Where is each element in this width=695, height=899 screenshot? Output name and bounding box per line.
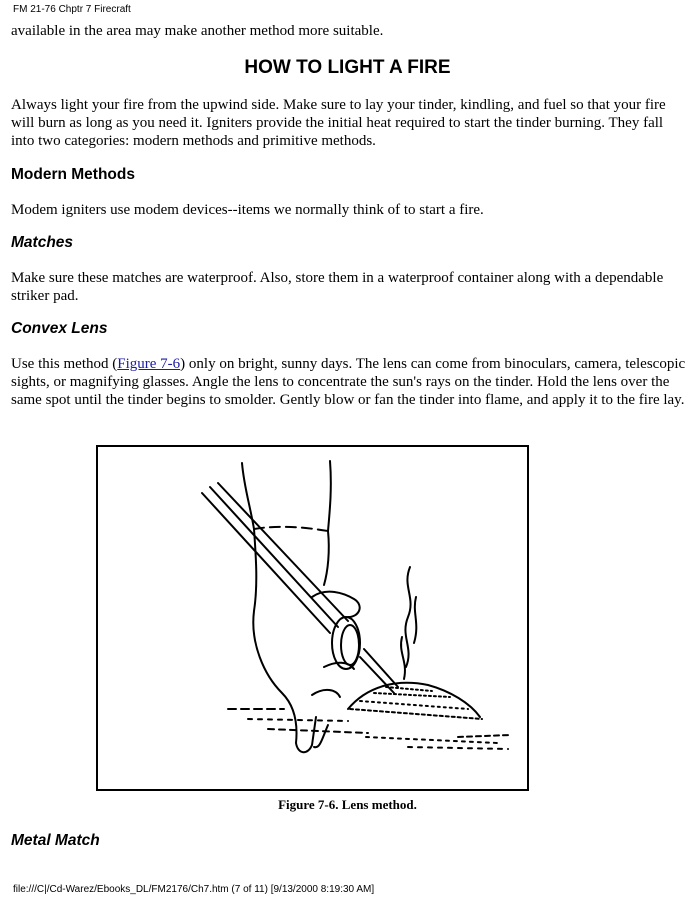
metal-match-heading: Metal Match	[11, 832, 100, 849]
convex-lens-paragraph	[11, 355, 686, 409]
section-title: HOW TO LIGHT A FIRE	[244, 57, 451, 78]
matches-paragraph: Make sure these matches are waterproof. Also, store them in a waterproof container along with a dependable striker pad.	[11, 270, 664, 304]
convex-text-before: Use this method (	[11, 356, 118, 372]
lens-method-illustration	[98, 447, 527, 789]
document-header: FM 21-76 Chptr 7 Firecraft	[13, 4, 131, 15]
footer-path: file:///C|/Cd-Warez/Ebooks_DL/FM2176/Ch7.htm (7 of 11) [9/13/2000 8:19:30 AM]	[13, 884, 375, 895]
figure-caption: Figure 7-6. Lens method.	[278, 797, 417, 812]
convex-lens-heading: Convex Lens	[11, 320, 108, 337]
modern-methods-heading: Modern Methods	[11, 166, 135, 183]
lens-method-figure	[96, 445, 529, 791]
section-paragraph: Always light your fire from the upwind side. Make sure to lay your tinder, kindling, and fuel so that your fire will burn as long as you need it. Igniters provide the initial heat required to start the tinder burning. They fall into two categories: modern methods and primitive methods.	[11, 97, 666, 149]
convex-text-after: ) only on bright, sunny days. The lens can come from binoculars, camera, telescopic sights, or magnifying glasses. Angle the lens to concentrate the sun's rays on the tinder. Hold the lens over the same spot until the tinder begins to smolder. Gently blow or fan the tinder into flame, and apply it to the fire lay.	[11, 356, 686, 408]
modern-methods-paragraph: Modem igniters use modem devices--items we normally think of to start a fire.	[11, 202, 484, 218]
matches-heading: Matches	[11, 234, 74, 251]
intro-tail-text: available in the area may make another method more suitable.	[11, 23, 384, 39]
figure-7-6-link[interactable]: Figure 7-6	[117, 356, 181, 372]
